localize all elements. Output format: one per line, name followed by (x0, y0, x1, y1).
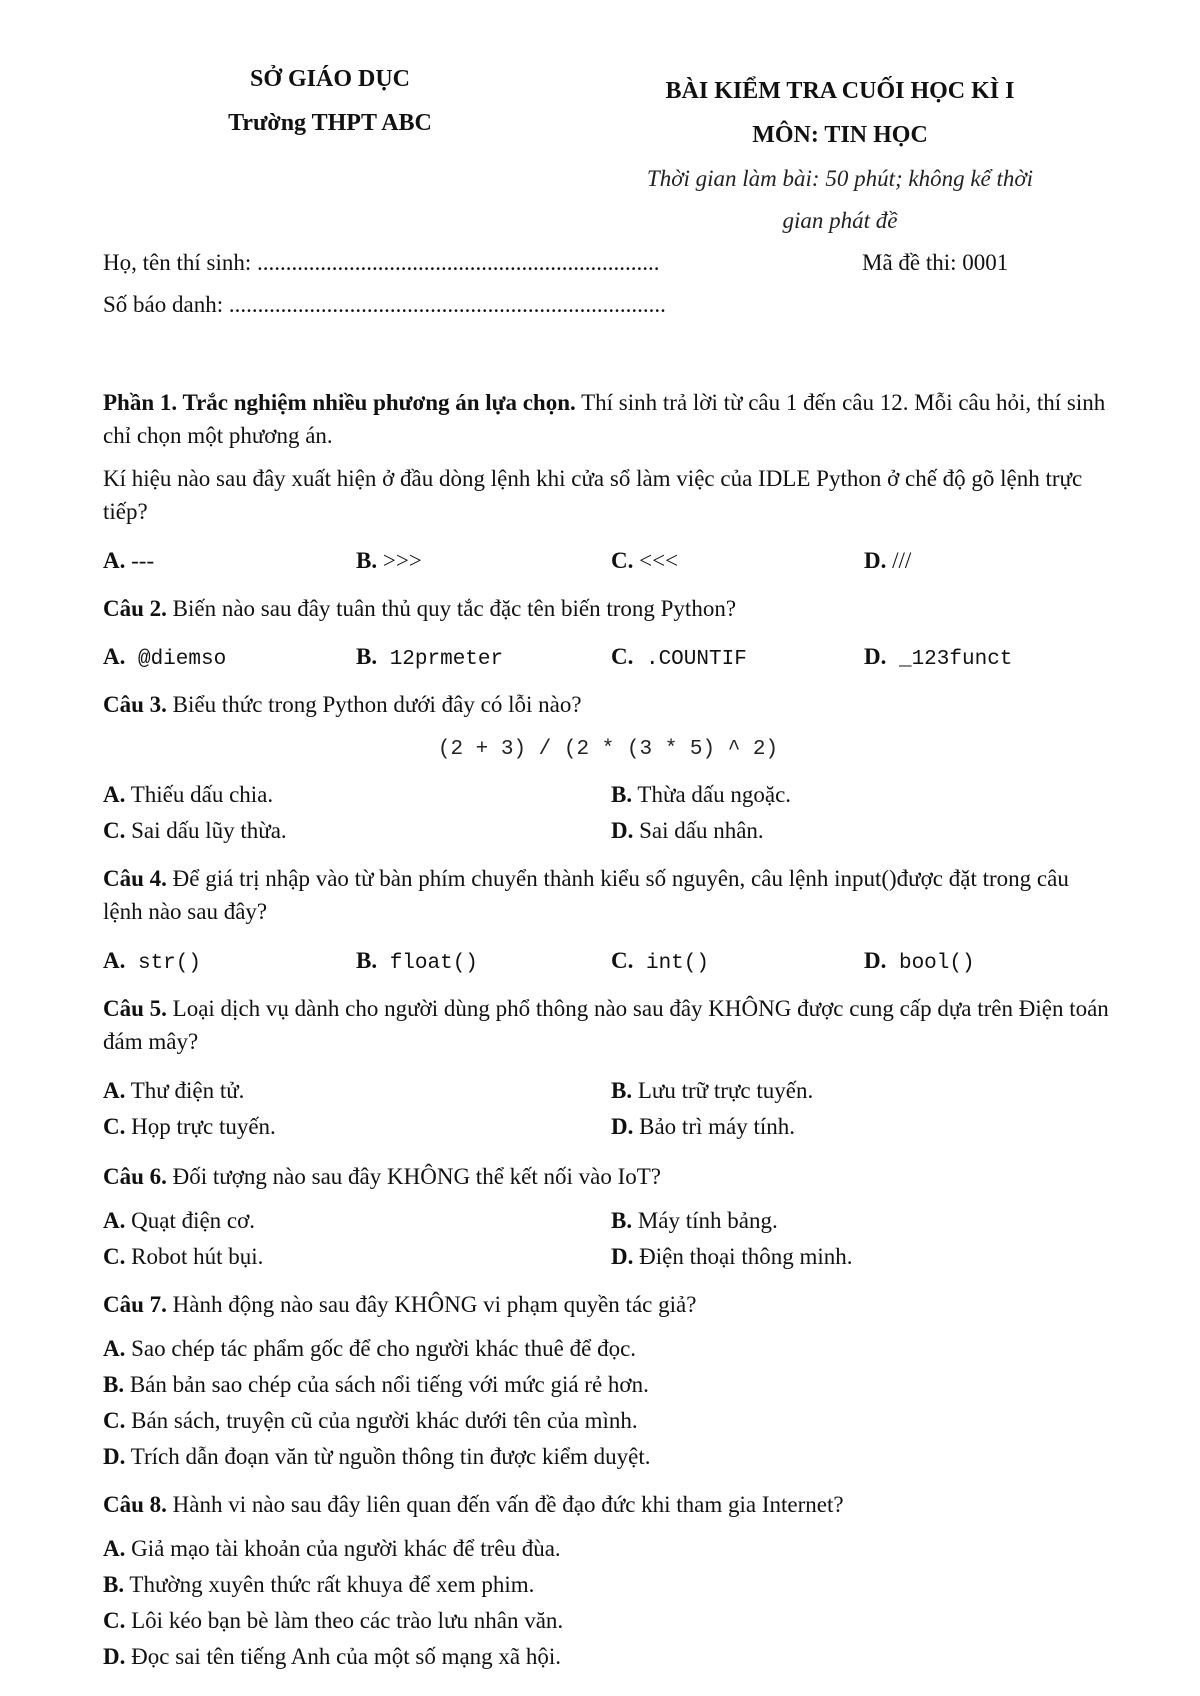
exam-code: Mã đề thi: 0001 (862, 250, 1009, 275)
option-d[interactable] (864, 548, 911, 574)
option-c[interactable] (103, 1408, 638, 1434)
option-text: <<< (633, 548, 679, 573)
option-text: 12prmeter (377, 648, 504, 671)
option-key: C. (611, 548, 634, 573)
option-text: Điện thoại thông minh. (633, 1244, 853, 1269)
option-c[interactable] (103, 1114, 276, 1140)
option-a[interactable] (103, 782, 273, 808)
option-d[interactable] (103, 1444, 651, 1470)
option-key: C. (103, 818, 126, 843)
option-key: A. (103, 1078, 126, 1103)
exam-subject: MÔN: TIN HỌC (752, 122, 928, 148)
option-key: D. (103, 1444, 126, 1469)
option-d[interactable] (611, 1244, 853, 1270)
option-key: A. (103, 1336, 126, 1361)
question-4 (103, 862, 1113, 928)
option-text: /// (886, 548, 912, 573)
option-text: Đọc sai tên tiếng Anh của một số mạng xã hội. (125, 1644, 562, 1669)
question-7 (103, 1288, 1113, 1321)
option-text: @diemso (125, 648, 227, 671)
option-key: D. (611, 1114, 634, 1139)
option-text: Thường xuyên thức rất khuya để xem phim. (124, 1572, 535, 1597)
option-c[interactable] (103, 1608, 563, 1634)
option-key: C. (103, 1608, 126, 1633)
question-6 (103, 1160, 1113, 1193)
option-key: D. (611, 818, 634, 843)
option-key: A. (103, 548, 126, 573)
exam-time-line-1: Thời gian làm bài: 50 phút; không kể thời (646, 166, 1034, 191)
question-text: Để giá trị nhập vào từ bàn phím chuyển thành kiểu số nguyên, câu lệnh input()được đặt trong câu lệnh nào sau đây? (103, 866, 1069, 924)
option-key: B. (356, 644, 378, 669)
exam-time-line-2: gian phát đề (782, 208, 898, 233)
option-a[interactable] (103, 948, 201, 975)
option-text: float() (377, 952, 478, 975)
option-text: str() (125, 952, 201, 975)
student-id-field[interactable]: ............................................................................ (228, 292, 666, 317)
option-key: C. (103, 1244, 126, 1269)
option-key: D. (611, 1244, 634, 1269)
option-text: Sai dấu lũy thừa. (125, 818, 287, 843)
question-1 (103, 462, 1113, 528)
code-expression: (2 + 3) / (2 * (3 * 5) ^ 2) (437, 738, 779, 761)
option-d[interactable] (611, 1114, 795, 1140)
student-id-label: Số báo danh: (103, 292, 229, 317)
option-text: Họp trực tuyến. (125, 1114, 276, 1139)
option-text: Thiếu dấu chia. (125, 782, 274, 807)
option-key: B. (103, 1572, 125, 1597)
option-key: B. (611, 782, 633, 807)
option-text: Sai dấu nhân. (633, 818, 764, 843)
option-d[interactable] (103, 1644, 561, 1670)
question-label: Câu 4. (103, 866, 167, 891)
question-text: Hành động nào sau đây KHÔNG vi phạm quyền tác giả? (166, 1292, 697, 1317)
option-key: A. (103, 1536, 126, 1561)
option-text: Lưu trữ trực tuyến. (632, 1078, 814, 1103)
option-a[interactable] (103, 644, 226, 671)
option-key: B. (356, 548, 378, 573)
option-a[interactable] (103, 1078, 244, 1104)
option-text: Thư điện tử. (125, 1078, 245, 1103)
school-name: Trường THPT ABC (228, 110, 432, 136)
option-b[interactable] (356, 548, 422, 574)
option-c[interactable] (611, 548, 678, 574)
student-id-row (103, 292, 666, 318)
student-name-label: Họ, tên thí sinh: (103, 250, 257, 275)
question-text: Đối tượng nào sau đây KHÔNG thể kết nối vào IoT? (166, 1164, 662, 1189)
option-b[interactable] (356, 644, 503, 671)
option-key: B. (611, 1078, 633, 1103)
question-label: Câu 5. (103, 996, 167, 1021)
question-label: Câu 7. (103, 1292, 167, 1317)
option-text: --- (125, 548, 155, 573)
part-1-title: Phần 1. Trắc nghiệm nhiều phương án lựa chọn. (103, 390, 576, 415)
option-text: Lôi kéo bạn bè làm theo các trào lưu nhân văn. (125, 1608, 564, 1633)
option-text: Thừa dấu ngoặc. (632, 782, 792, 807)
option-text: Quạt điện cơ. (125, 1208, 256, 1233)
option-key: A. (103, 948, 126, 973)
option-d[interactable] (611, 818, 764, 844)
option-text: Trích dẫn đoạn văn từ nguồn thông tin được kiểm duyệt. (125, 1444, 651, 1469)
option-text: Sao chép tác phẩm gốc để cho người khác thuê để đọc. (125, 1336, 637, 1361)
option-c[interactable] (103, 1244, 263, 1270)
option-a[interactable] (103, 1336, 636, 1362)
question-8 (103, 1488, 1113, 1521)
option-text: bool() (886, 952, 975, 975)
option-a[interactable] (103, 1208, 255, 1234)
question-text: Hành vi nào sau đây liên quan đến vấn đề đạo đức khi tham gia Internet? (166, 1492, 844, 1517)
option-b[interactable] (356, 948, 478, 975)
option-key: D. (864, 644, 887, 669)
question-text: Biến nào sau đây tuân thủ quy tắc đặc tên biến trong Python? (166, 596, 737, 621)
question-label: Câu 3. (103, 692, 167, 717)
option-key: B. (611, 1208, 633, 1233)
option-key: A. (103, 644, 126, 669)
option-key: C. (611, 948, 634, 973)
option-b[interactable] (611, 1208, 778, 1234)
option-text: Robot hút bụi. (125, 1244, 264, 1269)
option-text: Máy tính bảng. (632, 1208, 778, 1233)
question-label: Câu 6. (103, 1164, 167, 1189)
option-text: _123funct (886, 648, 1013, 671)
department-name: SỞ GIÁO DỤC (249, 66, 411, 92)
question-2 (103, 592, 1113, 625)
option-key: D. (864, 548, 887, 573)
question-text: Kí hiệu nào sau đây xuất hiện ở đầu dòng lệnh khi cửa sổ làm việc của IDLE Python ở chế độ gõ lệnh trực tiếp? (103, 466, 1083, 524)
option-a[interactable] (103, 1536, 561, 1562)
option-key: D. (864, 948, 887, 973)
option-key: D. (103, 1644, 126, 1669)
student-name-row (103, 250, 659, 276)
option-b[interactable] (103, 1372, 649, 1398)
question-label: Câu 8. (103, 1492, 167, 1517)
option-b[interactable] (611, 782, 791, 808)
option-key: C. (611, 644, 634, 669)
option-b[interactable] (103, 1572, 534, 1598)
part-1-heading (103, 386, 1113, 452)
question-text: Loại dịch vụ dành cho người dùng phổ thông nào sau đây KHÔNG được cung cấp dựa trên Điện toán đám mây? (103, 996, 1109, 1054)
question-5 (103, 992, 1113, 1058)
option-c[interactable] (611, 948, 709, 975)
option-a[interactable] (103, 548, 154, 574)
option-key: C. (103, 1114, 126, 1139)
question-text: Biểu thức trong Python dưới đây có lỗi nào? (166, 692, 582, 717)
exam-title: BÀI KIỂM TRA CUỐI HỌC KÌ I (665, 78, 1015, 104)
part-1-instruction: Thí sinh trả lời từ câu 1 đến câu 12. Mỗi câu hỏi, thí sinh chỉ chọn một phương án. (103, 390, 1106, 448)
option-key: B. (103, 1372, 125, 1397)
option-key: A. (103, 1208, 126, 1233)
option-c[interactable] (103, 818, 287, 844)
option-key: B. (356, 948, 378, 973)
option-c[interactable] (611, 644, 747, 671)
option-text: int() (633, 952, 709, 975)
option-b[interactable] (611, 1078, 813, 1104)
option-text: >>> (377, 548, 422, 573)
option-key: C. (103, 1408, 126, 1433)
option-key: A. (103, 782, 126, 807)
option-d[interactable] (864, 644, 1012, 671)
option-text: Bảo trì máy tính. (633, 1114, 795, 1139)
option-text: Bán bản sao chép của sách nổi tiếng với mức giá rẻ hơn. (124, 1372, 649, 1397)
option-text: Bán sách, truyện cũ của người khác dưới tên của mình. (125, 1408, 638, 1433)
question-label: Câu 2. (103, 596, 167, 621)
question-3 (103, 688, 1113, 721)
option-text: .COUNTIF (633, 648, 747, 671)
option-text: Giả mạo tài khoản của người khác để trêu đùa. (125, 1536, 561, 1561)
student-name-field[interactable]: ...................................................................... (256, 250, 660, 275)
option-d[interactable] (864, 948, 975, 975)
